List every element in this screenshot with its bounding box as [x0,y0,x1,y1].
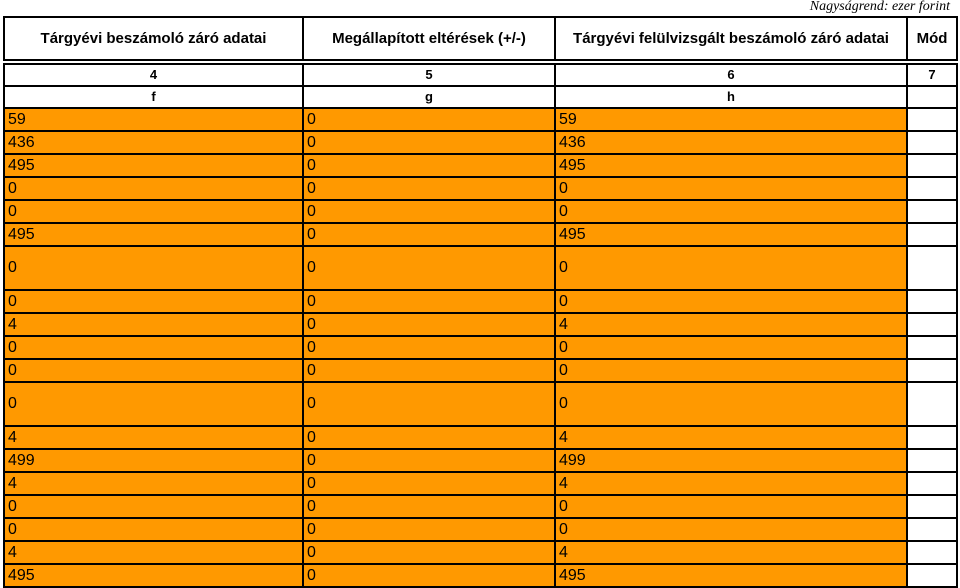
value-cell: 436 [555,131,907,154]
header-cell: Tárgyévi beszámoló záró adatai [4,17,303,60]
value-cell: 0 [555,359,907,382]
column-number: 7 [907,64,957,86]
value-cell: 4 [4,426,303,449]
mod-cell [907,336,957,359]
mod-cell [907,541,957,564]
value-cell: 0 [4,290,303,313]
table-row [4,359,957,382]
value-cell: 0 [4,518,303,541]
table-row [4,336,957,359]
value-cell: 0 [555,382,907,426]
mod-cell [907,359,957,382]
value-cell: 0 [303,131,555,154]
value-cell: 0 [303,108,555,131]
mod-cell [907,154,957,177]
value-cell: 0 [4,382,303,426]
value-cell: 0 [555,200,907,223]
column-letter: g [303,86,555,108]
column-number: 5 [303,64,555,86]
value-cell: 0 [303,177,555,200]
value-cell: 4 [4,472,303,495]
table-row [4,495,957,518]
table-row [4,200,957,223]
value-cell: 0 [303,246,555,290]
mod-cell [907,518,957,541]
mod-cell [907,200,957,223]
column-number: 6 [555,64,907,86]
value-cell: 0 [555,518,907,541]
value-cell: 0 [4,359,303,382]
value-cell: 59 [555,108,907,131]
table-row [4,177,957,200]
table-row [4,154,957,177]
value-cell: 4 [4,313,303,336]
header-row [4,17,957,60]
value-cell: 0 [303,449,555,472]
table-row [4,426,957,449]
value-cell: 0 [4,200,303,223]
value-cell: 495 [555,154,907,177]
value-cell: 0 [303,200,555,223]
value-cell: 0 [555,336,907,359]
value-cell: 0 [4,246,303,290]
value-cell: 495 [555,223,907,246]
mod-cell [907,177,957,200]
table-row [4,290,957,313]
value-cell: 0 [303,426,555,449]
value-cell: 0 [555,177,907,200]
value-cell: 0 [303,541,555,564]
value-cell: 499 [555,449,907,472]
value-cell: 0 [303,382,555,426]
mod-cell [907,223,957,246]
table-row [4,564,957,587]
header-cell: Mód [907,17,957,60]
value-cell: 0 [303,564,555,587]
table-row [4,313,957,336]
value-cell: 495 [4,564,303,587]
value-cell: 0 [555,290,907,313]
table-row [4,541,957,564]
header-cell: Tárgyévi felülvizsgált beszámoló záró adatai [555,17,907,60]
mod-cell [907,131,957,154]
value-cell: 0 [303,359,555,382]
mod-cell [907,290,957,313]
value-cell: 0 [303,290,555,313]
table-row [4,382,957,426]
column-number-row [4,64,957,86]
value-cell: 499 [4,449,303,472]
value-cell: 0 [303,154,555,177]
value-cell: 4 [555,426,907,449]
value-cell: 4 [4,541,303,564]
mod-cell [907,564,957,587]
value-cell: 4 [555,313,907,336]
value-cell: 0 [303,223,555,246]
column-letter: f [4,86,303,108]
value-cell: 0 [4,336,303,359]
value-cell: 0 [303,472,555,495]
column-number: 4 [4,64,303,86]
value-cell: 0 [555,246,907,290]
table-row [4,131,957,154]
table-row [4,472,957,495]
report-table [3,16,958,588]
header-cell: Megállapított eltérések (+/-) [303,17,555,60]
mod-cell [907,313,957,336]
value-cell: 0 [303,495,555,518]
value-cell: 495 [4,154,303,177]
column-letter: h [555,86,907,108]
value-cell: 59 [4,108,303,131]
table-row [4,518,957,541]
mod-cell [907,495,957,518]
value-cell: 4 [555,541,907,564]
table-row [4,223,957,246]
value-cell: 0 [303,518,555,541]
value-cell: 495 [4,223,303,246]
mod-cell [907,449,957,472]
value-cell: 0 [4,495,303,518]
mod-cell [907,108,957,131]
table-row [4,246,957,290]
value-cell: 0 [303,336,555,359]
table-row [4,108,957,131]
table-row [4,449,957,472]
value-cell: 436 [4,131,303,154]
value-cell: 0 [303,313,555,336]
value-cell: 4 [555,472,907,495]
value-cell: 0 [4,177,303,200]
value-cell: 495 [555,564,907,587]
mod-cell [907,472,957,495]
column-letter [907,86,957,108]
mod-cell [907,426,957,449]
mod-cell [907,382,957,426]
unit-label: Nagyságrend: ezer forint [809,0,950,14]
mod-cell [907,246,957,290]
column-letter-row [4,86,957,108]
value-cell: 0 [555,495,907,518]
